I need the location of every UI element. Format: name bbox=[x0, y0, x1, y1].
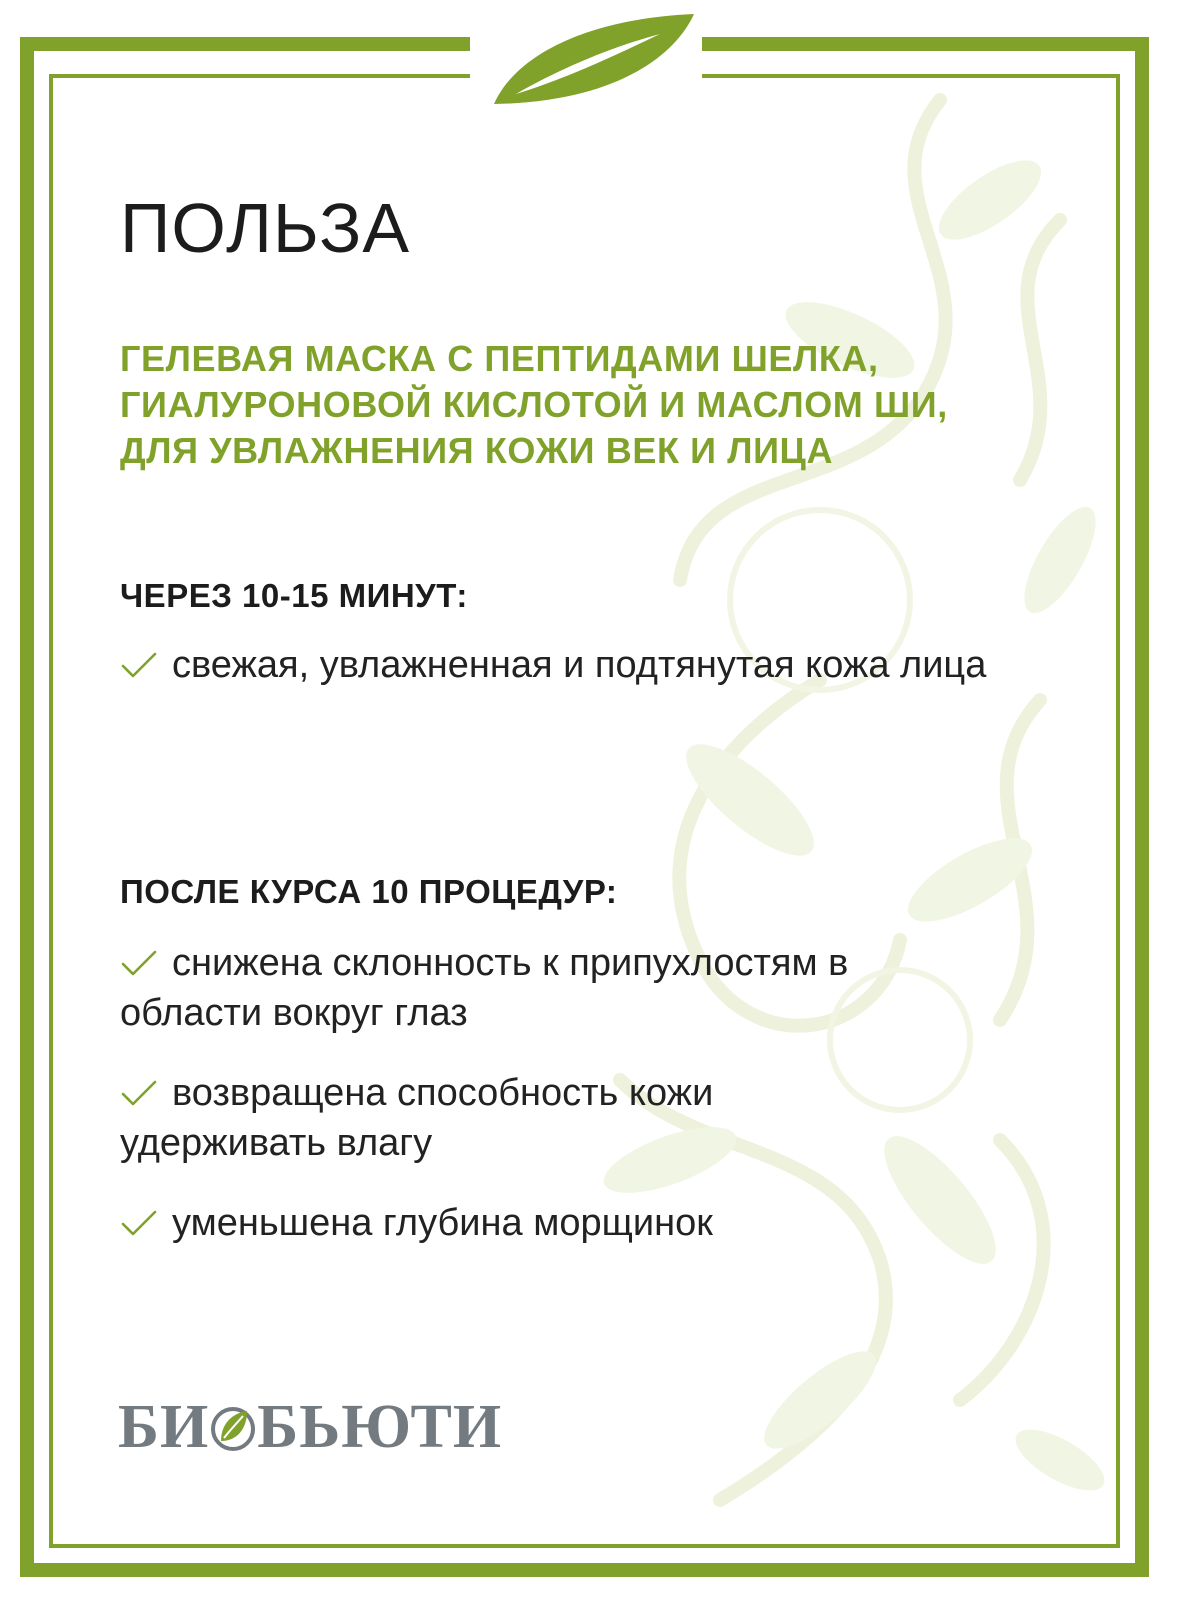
benefit-item bbox=[120, 1068, 820, 1168]
check-icon bbox=[120, 1209, 158, 1237]
benefit-text: возвращена способность кожи удерживать влагу bbox=[120, 1072, 714, 1164]
benefit-item bbox=[120, 640, 990, 690]
benefit-item bbox=[120, 1198, 1020, 1248]
benefit-item bbox=[120, 938, 960, 1038]
check-icon bbox=[120, 1079, 158, 1107]
subtitle-line: ГЕЛЕВАЯ МАСКА С ПЕПТИДАМИ ШЕЛКА, bbox=[120, 338, 879, 379]
section-heading-after-course: ПОСЛЕ КУРСА 10 ПРОЦЕДУР: bbox=[120, 873, 618, 910]
page-title: ПОЛЬЗА bbox=[120, 189, 411, 267]
check-icon bbox=[120, 949, 158, 977]
subtitle-line: ГИАЛУРОНОВОЙ КИСЛОТОЙ И МАСЛОМ ШИ, bbox=[120, 384, 948, 425]
check-icon bbox=[120, 651, 158, 679]
brand-logo-suffix: БЬЮТИ bbox=[257, 1393, 503, 1461]
benefit-text: свежая, увлажненная и подтянутая кожа лица bbox=[172, 644, 987, 686]
leaf-icon bbox=[211, 1401, 255, 1453]
subtitle-line: ДЛЯ УВЛАЖНЕНИЯ КОЖИ ВЕК И ЛИЦА bbox=[120, 430, 834, 471]
section-heading-short-term: ЧЕРЕЗ 10-15 МИНУТ: bbox=[120, 577, 468, 614]
benefit-text: уменьшена глубина морщинок bbox=[172, 1202, 713, 1244]
floral-ornament-background bbox=[520, 80, 1120, 1560]
benefit-text: снижена склонность к припухлостям в области вокруг глаз bbox=[120, 942, 849, 1034]
product-subtitle bbox=[120, 336, 1080, 474]
brand-logo-prefix: БИ bbox=[118, 1393, 210, 1461]
brand-logo bbox=[118, 1392, 502, 1462]
